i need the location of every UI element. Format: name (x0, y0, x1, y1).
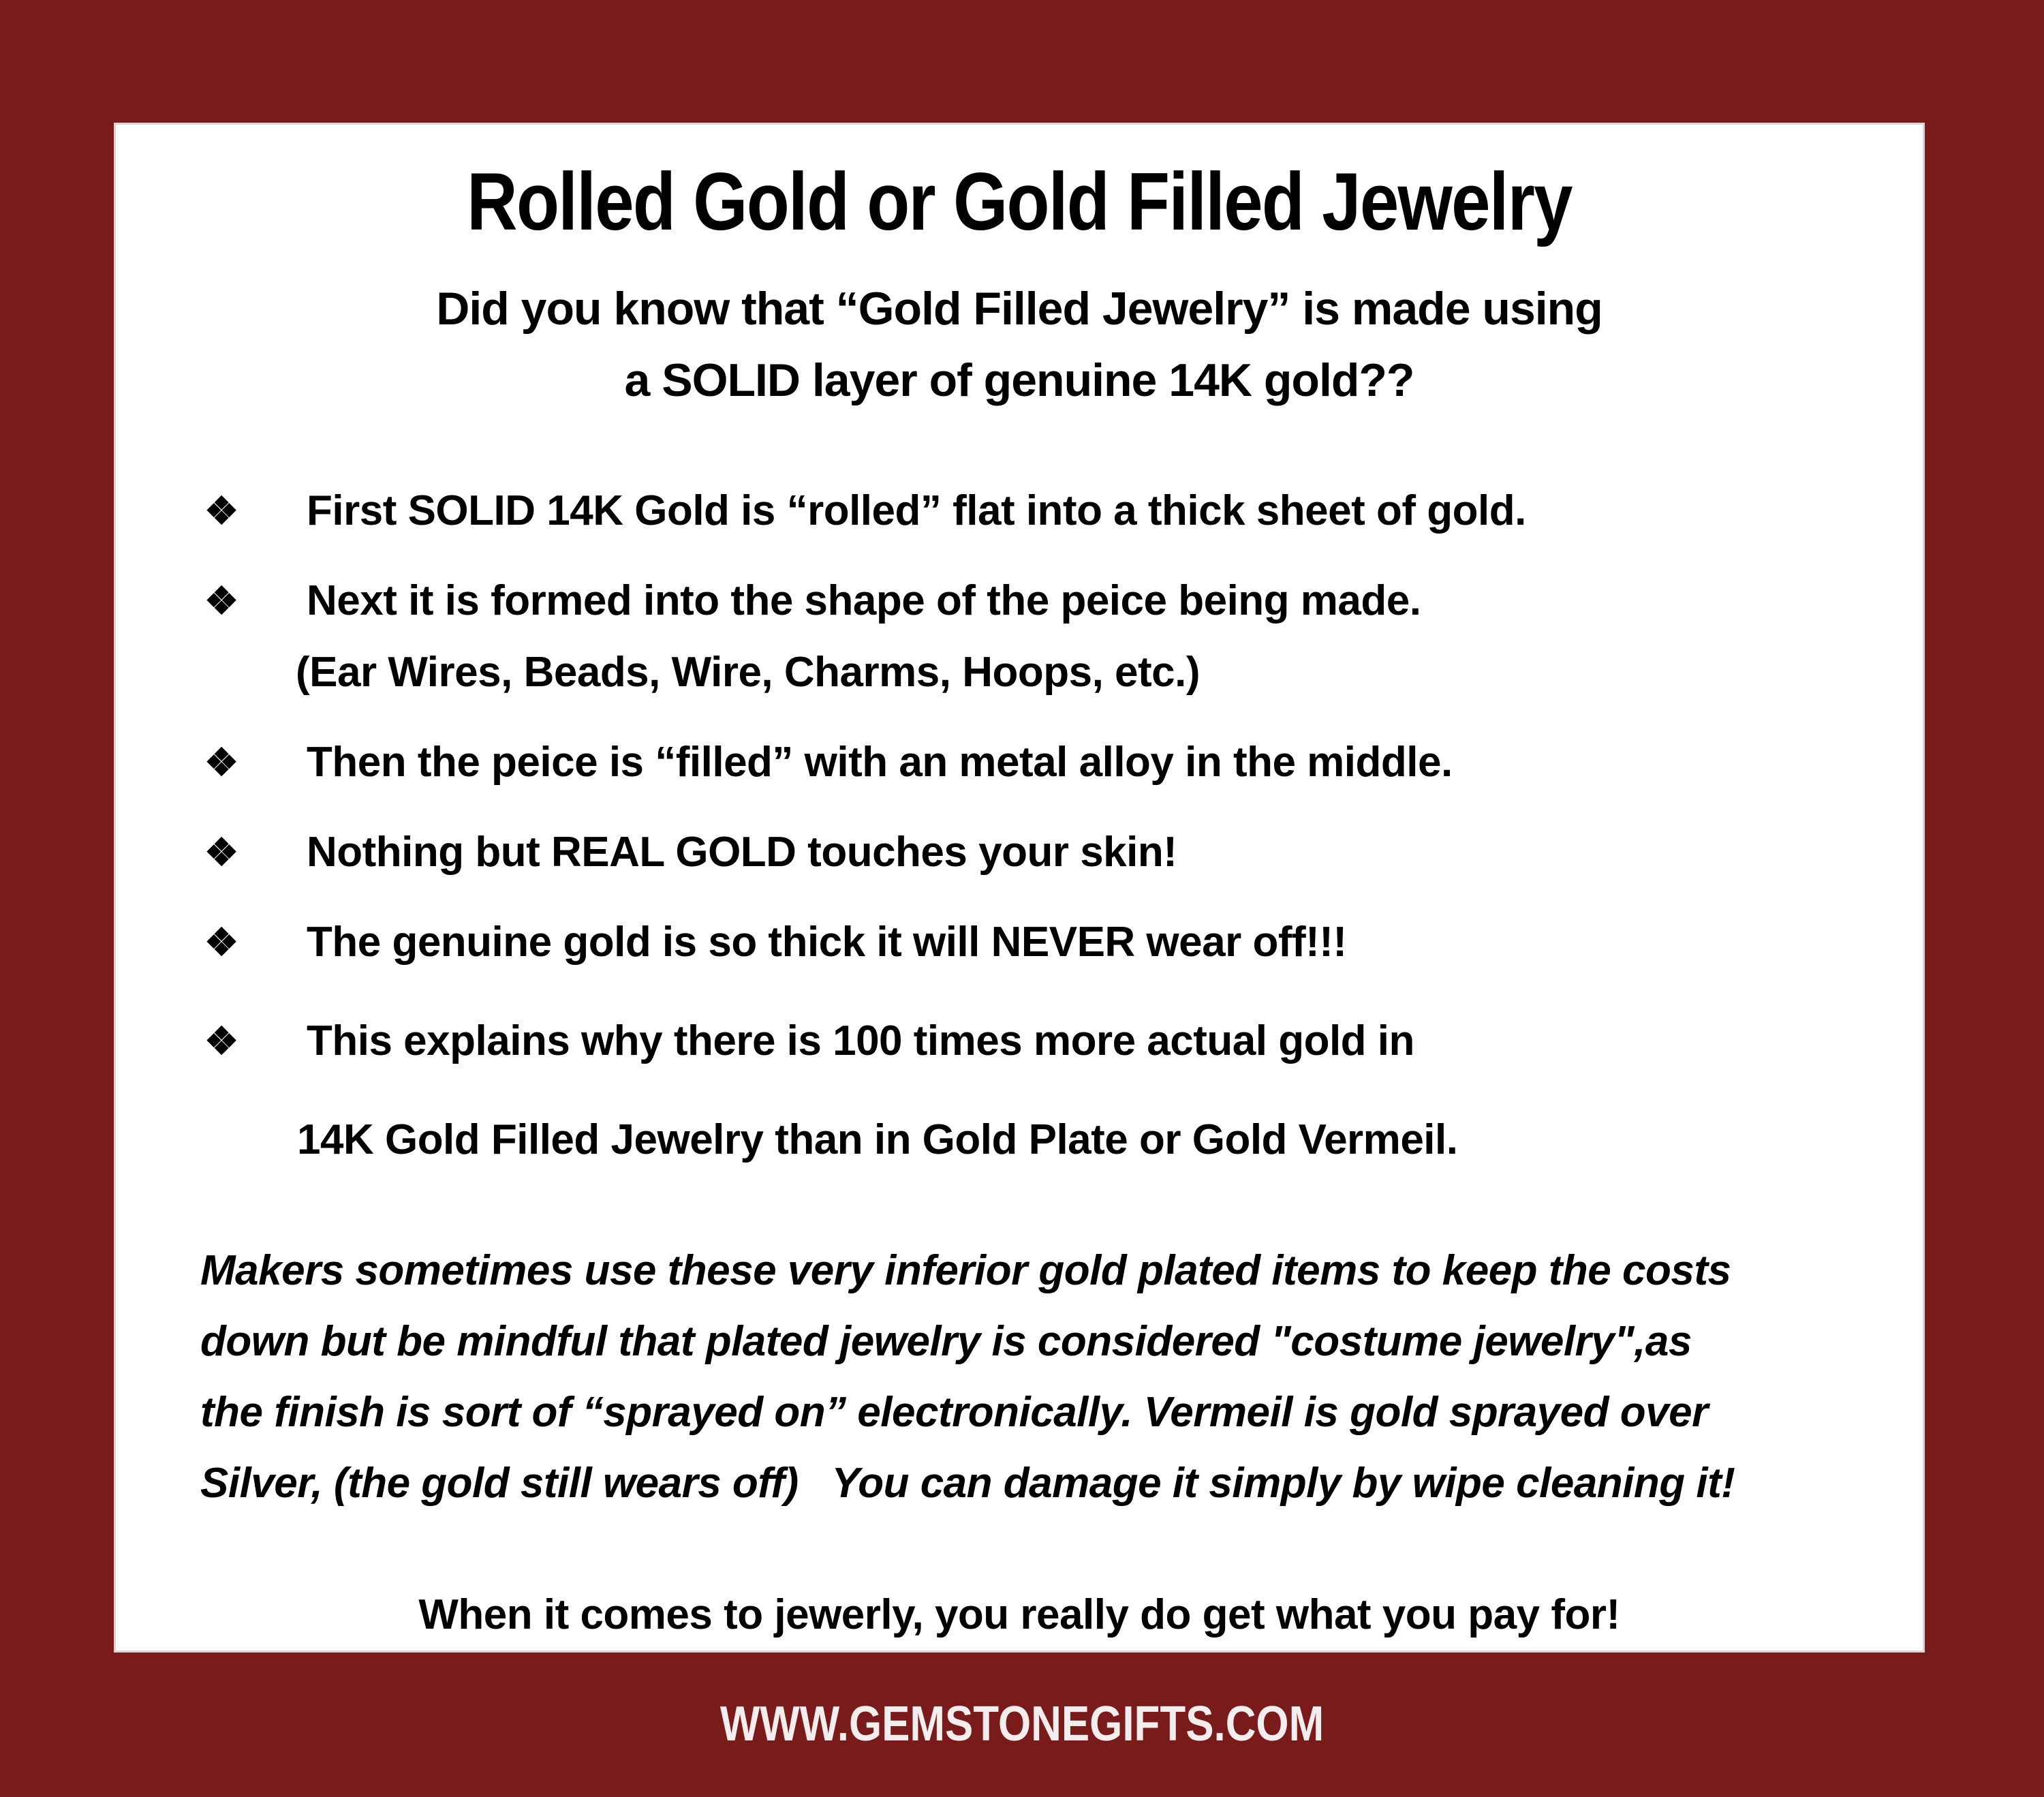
bullet-text (307, 475, 1923, 547)
bullet-item-1 (116, 475, 1923, 547)
page-title: Rolled Gold or Gold Filled Jewelry (467, 156, 1572, 247)
website-url: WWW.GEMSTONEGIFTS.COM (719, 1697, 1325, 1751)
bullet-item-4 (116, 816, 1923, 888)
bullet-line: Then the peice is “filled” with an metal alloy in the middle. (307, 739, 1453, 786)
content-card (114, 123, 1925, 1653)
bullet-text (297, 1005, 1923, 1176)
bullet-item-3 (116, 726, 1923, 798)
diamond-bullet-icon: ❖ (204, 579, 238, 622)
subtitle-line-1: Did you know that “Gold Filled Jewelry” is made using (436, 283, 1602, 335)
bullet-line: First SOLID 14K Gold is “rolled” flat into a thick sheet of gold. (307, 487, 1526, 534)
closing-line: When it comes to jewerly, you really do get what you pay for! (418, 1591, 1620, 1638)
bullet-line: This explains why there is 100 times more actual gold in (307, 1017, 1414, 1064)
diamond-bullet-icon: ❖ (204, 489, 238, 532)
subtitle-line-2: a SOLID layer of genuine 14K gold?? (624, 354, 1414, 406)
paragraph-line-4: Silver, (the gold still wears off) You can damage it simply by wipe cleaning it! (200, 1460, 1735, 1507)
bullet-item-6 (116, 1005, 1923, 1176)
bullet-item-5 (116, 906, 1923, 978)
paragraph-line-2: down but be mindful that plated jewelry is considered "costume jewelry",as (200, 1318, 1692, 1365)
bullet-line: The genuine gold is so thick it will NEVER wear off!!! (307, 919, 1347, 966)
paragraph-line-3: the finish is sort of “sprayed on” electronically. Vermeil is gold sprayed over (200, 1389, 1708, 1436)
diamond-bullet-icon: ❖ (204, 831, 238, 874)
bullet-line: Nothing but REAL GOLD touches your skin! (307, 829, 1177, 876)
bullet-text (296, 565, 1923, 708)
bullet-line: (Ear Wires, Beads, Wire, Charms, Hoops, etc.) (296, 649, 1200, 696)
bullet-item-2 (116, 565, 1923, 708)
bullet-text (307, 816, 1923, 888)
info-paragraph (200, 1235, 1889, 1519)
diamond-bullet-icon: ❖ (204, 741, 238, 784)
bullet-text (307, 726, 1923, 798)
diamond-bullet-icon: ❖ (204, 921, 238, 964)
bullet-line: Next it is formed into the shape of the peice being made. (307, 577, 1421, 624)
diamond-bullet-icon: ❖ (204, 1019, 238, 1062)
bullet-text (307, 906, 1923, 978)
bullet-line: 14K Gold Filled Jewelry than in Gold Plate or Gold Vermeil. (297, 1116, 1458, 1163)
subtitle (116, 273, 1923, 416)
paragraph-line-1: Makers sometimes use these very inferior gold plated items to keep the costs (200, 1247, 1731, 1294)
bullet-list (116, 475, 1923, 1176)
